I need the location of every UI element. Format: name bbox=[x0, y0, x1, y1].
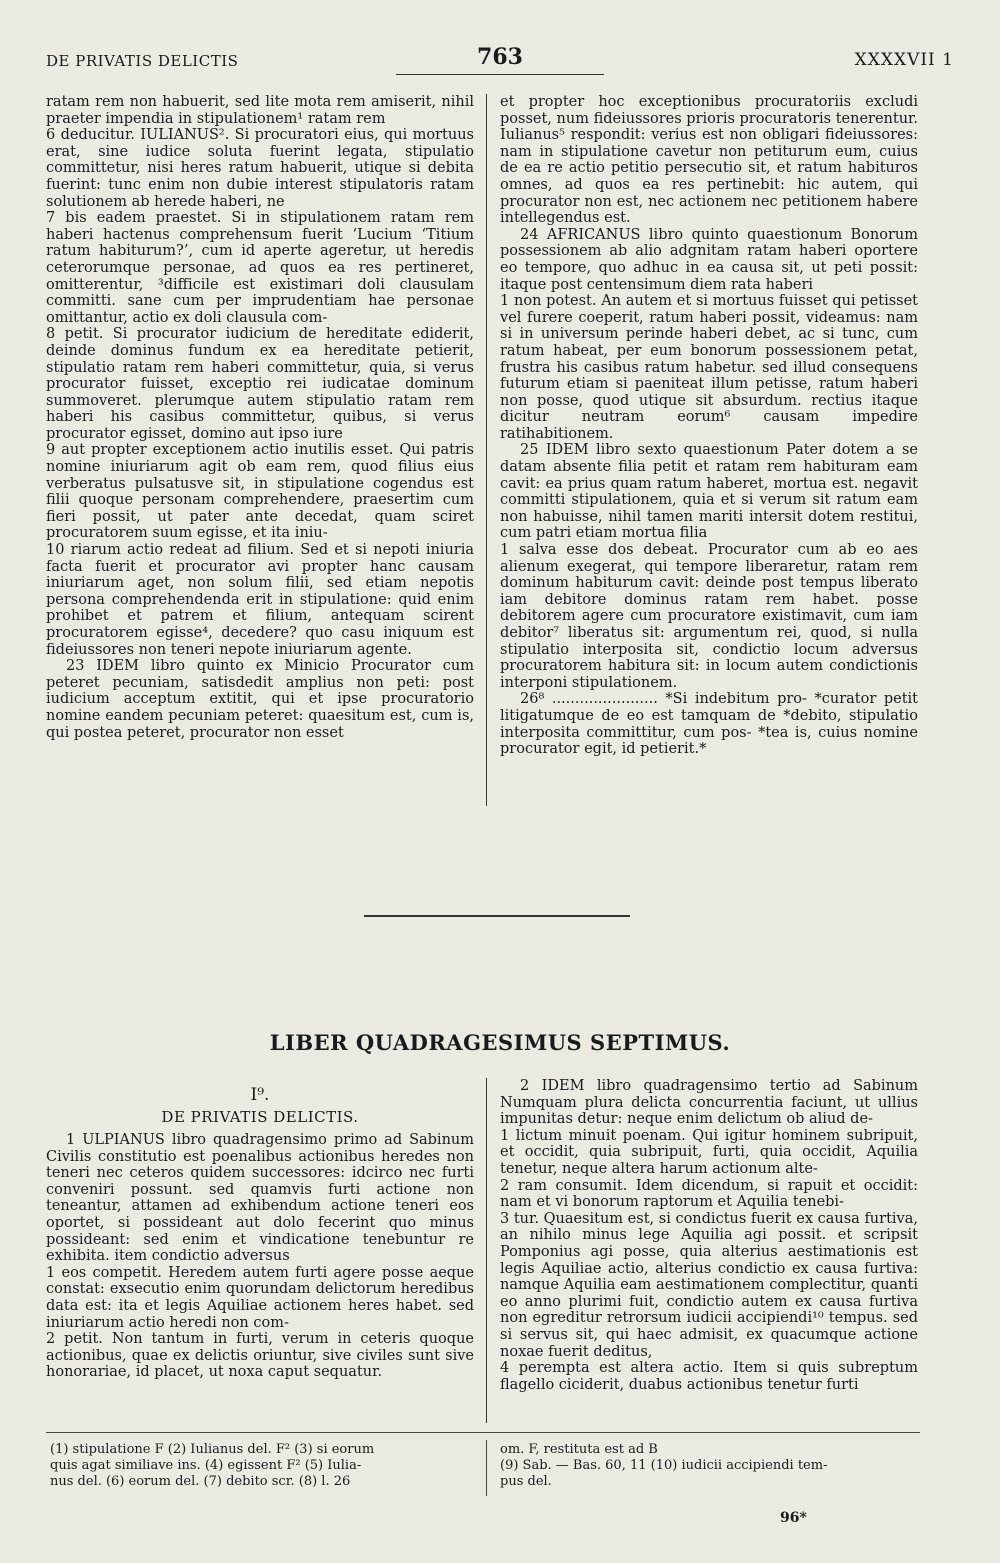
footnotes-left bbox=[50, 1442, 476, 1490]
column-divider bbox=[486, 94, 487, 806]
paragraph: 1 non potest. An autem et si mortuus fuisset qui petisset vel furere coeperit, ratum haberi possit, videamus: nam si in universum perinde haberi debet, ac si tunc, cum ratum habeat, per eum bonorum possessionem petat, frustra his casibus ratum habetur. sed illud consequens futurum etiam si paeniteat illum petisse, ratum haberi non posse, quod utique sit absurdum. rectius itaque dicitur neutram eorum⁶ causam impedire ratihabitionem. bbox=[500, 293, 918, 442]
footnote-line: (1) stipulatione F (2) Iulianus del. F² (3) si eorum bbox=[50, 1442, 375, 1457]
page-number: 763 bbox=[477, 44, 523, 70]
footnote-divider bbox=[486, 1440, 487, 1496]
paragraph: 7 bis eadem praestet. Si in stipulationem ratam rem haberi hactenus comprehensum fuerit ‘Lucium ‘Titium ratum habiturum?’, cum id aperte ageretur, ut heredis ceterorumque personae, ad quos ea res pertineret, omitterentur, ³difficile est existimari doli clausulam committi. sane cum per imprudentiam hae personae omittantur, actio ex doli clausula com- bbox=[46, 210, 474, 326]
paragraph: ratam rem non habuerit, sed lite mota rem amiserit, nihil praeter impendia in stipulationem¹ ratam rem bbox=[46, 94, 474, 127]
footnotes-right bbox=[500, 1442, 920, 1490]
title-number: I⁹. bbox=[250, 1085, 270, 1105]
section-rule bbox=[364, 915, 630, 917]
footnote-line: quis agat similiave ins. (4) egissent F² (5) Iulia- bbox=[50, 1458, 362, 1473]
paragraph: 8 petit. Si procurator iudicium de hereditate ediderit, deinde dominus fundum ex ea hereditate petierit, stipulatio ratam rem haberi committetur, quia, si verus procurator fuisset, exceptio rei iudicatae dominum summoveret. plerumque autem stipulatio ratam rem haberi his casibus committetur, quibus, si verus procurator egisset, domino aut ipso iure bbox=[46, 326, 474, 442]
bottom-left-column bbox=[46, 1132, 474, 1381]
paragraph: 2 ram consumit. Idem dicendum, si rapuit et occidit: nam et vi bonorum raptorum et Aquilia tenebi- bbox=[500, 1177, 918, 1211]
paragraph: 2 petit. Non tantum in furti, verum in ceteris quoque actionibus, quae ex delictis oriuntur, sive civiles sunt sive honorariae, id placet, ut noxa caput sequatur. bbox=[46, 1331, 474, 1381]
paragraph: 26⁸ ....................... *Si indebitum pro- *curator petit litigatumque de eo est tamquam de *debito, stipulatio interposita committitur, cum pos- *tea is, cuius nomine procurator egit, id petierit.* bbox=[500, 691, 918, 758]
paragraph: 10 riarum actio redeat ad filium. Sed et si nepoti iniuria facta fuerit et procurator avi propter hanc causam iniuriarum aget, non solum filii, sed etiam nepotis persona comprehendenda erit in stipulatione: quid enim prohibet et patrem et filium, antequam scirent procuratorem egisse⁴, decedere? quo casu iniquum est fideiussores non teneri nepote iniuriarum agente. bbox=[46, 542, 474, 658]
paragraph: 6 deducitur. IULIANUS². Si procuratori eius, qui mortuus erat, sine iudice soluta fuerint legata, stipulatio committetur, nisi heres ratum habuerit, utique si debita fuerint: tunc enim non dubie interest stipulatoris ratam solutionem ab herede haberi, ne bbox=[46, 127, 474, 210]
running-head-title: DE PRIVATIS DELICTIS bbox=[46, 52, 239, 70]
paragraph: et propter hoc exceptionibus procuratoriis excludi posset, num fideiussores prioris procuratoris tenerentur. Iulianus⁵ respondit: verius est non obligari fideiussores: nam in stipulatione cavetur non petiturum eum, cuius de ea re actio petitio persecutio sit, et ratum habituros omnes, ad quos ea res pertinebit: hic autem, qui procurator non est, nec actionem nec petitionem habere intellegendus est. bbox=[500, 94, 918, 227]
paragraph: 24 AFRICANUS libro quinto quaestionum Bonorum possessionem ab alio adgnitam ratam haberi oportere eo tempore, quo adhuc in ea causa sit, ut peti possit: itaque post centensimum diem rata haberi bbox=[500, 226, 918, 293]
footnote-line: pus del. bbox=[500, 1474, 552, 1489]
footnote-line: nus del. (6) eorum del. (7) debito scr. (8) l. 26 bbox=[50, 1474, 351, 1489]
footnote-rule bbox=[46, 1432, 920, 1433]
signature-mark: 96* bbox=[780, 1510, 807, 1526]
top-right-column bbox=[500, 94, 918, 758]
bottom-right-column bbox=[500, 1078, 918, 1393]
paragraph: 4 perempta est altera actio. Item si quis subreptum flagello ciciderit, duabus actionibus tenetur furti bbox=[500, 1360, 918, 1393]
running-head bbox=[46, 44, 954, 84]
paragraph: 9 aut propter exceptionem actio inutilis esset. Qui patris nomine iniuriarum agit ob eam rem, quod filius eius verberatus pulsatusve sit, in stipulatione cogendus est filii quoque personam comprehendere, praesertim cum fieri possit, ut pater ante decedat, quam sciret procuratorem suum egisse, et ita iniu- bbox=[46, 442, 474, 542]
paragraph: 1 lictum minuit poenam. Qui igitur hominem subripuit, et occidit, quia subripuit, furti, quia occidit, Aquilia tenetur, neque altera harum actionum alte- bbox=[500, 1127, 918, 1177]
top-left-column bbox=[46, 94, 474, 741]
book-title: LIBER QUADRAGESIMUS SEPTIMUS. bbox=[269, 1030, 731, 1055]
paragraph: 3 tur. Quaesitum est, si condictus fuerit ex causa furtiva, an nihilo minus lege Aquilia agi possit. et scripsit Pomponius agi posse, quia alterius aestimationis est legis Aquiliae actio, alterius condictio ex causa furtiva: namque Aquilia eam aestimationem complectitur, quanti eo anno plurimi fuit, condictio autem ex causa furtiva non egreditur retrorsum iudicii accipiendi¹⁰ tempus. sed si servus sit, qui haec admisit, ex quacumque actione noxae fuerit deditus, bbox=[500, 1210, 918, 1360]
column-divider bbox=[486, 1078, 487, 1423]
footnote-line: om. F, restituta est ad B bbox=[500, 1442, 658, 1457]
paragraph: 1 eos competit. Heredem autem furti agere posse aeque constat: exsecutio enim quorundam delictorum heredibus data est: ita et legis Aquiliae actionem heres habet. sed iniuriarum actio heredi non com- bbox=[46, 1264, 474, 1331]
header-rule bbox=[396, 74, 604, 75]
footnote-line: (9) Sab. — Bas. 60, 11 (10) iudicii accipiendi tem- bbox=[500, 1458, 828, 1473]
paragraph: 23 IDEM libro quinto ex Minicio Procurator cum peteret pecuniam, satisdedit amplius non peti: post iudicium acceptum extitit, qui et ipse procuratorio nomine eandem pecuniam peteret: quaesitum est, cum is, qui postea peteret, procurator non esset bbox=[46, 658, 474, 741]
paragraph: 25 IDEM libro sexto quaestionum Pater dotem a se datam absente filia petit et ratam rem habituram eam cavit: ea prius quam ratum haberet, mortua est. negavit committi stipulationem, quia et si verum sit ratum eam non habuisse, nihil tamen mariti intersit dotem restitui, cum patri etiam mortua filia bbox=[500, 442, 918, 542]
running-head-book: XXXXVII 1 bbox=[854, 50, 954, 70]
title-name: DE PRIVATIS DELICTIS. bbox=[161, 1108, 359, 1126]
paragraph: 1 ULPIANUS libro quadragensimo primo ad Sabinum Civilis constitutio est poenalibus actionibus heredes non teneri nec ceteros quidem successores: idcirco nec furti conveniri possunt. sed quamvis furti actione non teneantur, attamen ad exhibendum actione teneri eos oportet, si possideant aut dolo fecerint quo minus possideant: sed enim et vindicatione tenebuntur re exhibita. item condictio adversus bbox=[46, 1132, 474, 1265]
paragraph: 2 IDEM libro quadragensimo tertio ad Sabinum Numquam plura delicta concurrentia faciunt, ut ullius impunitas detur: neque enim delictum ob aliud de- bbox=[500, 1078, 918, 1128]
paragraph: 1 salva esse dos debeat. Procurator cum ab eo aes alienum exegerat, qui tempore liberaretur, ratam rem dominum habiturum cavit: deinde post tempus liberato iam debitore dominus ratam rem habet. posse debitorem agere cum procuratore existimavit, cum iam debitor⁷ liberatus sit: argumentum rei, quod, si nulla stipulatio interposita sit, condictio locum adversus procuratorem habitura sit: in locum autem condictionis interponi stipulationem. bbox=[500, 542, 918, 691]
